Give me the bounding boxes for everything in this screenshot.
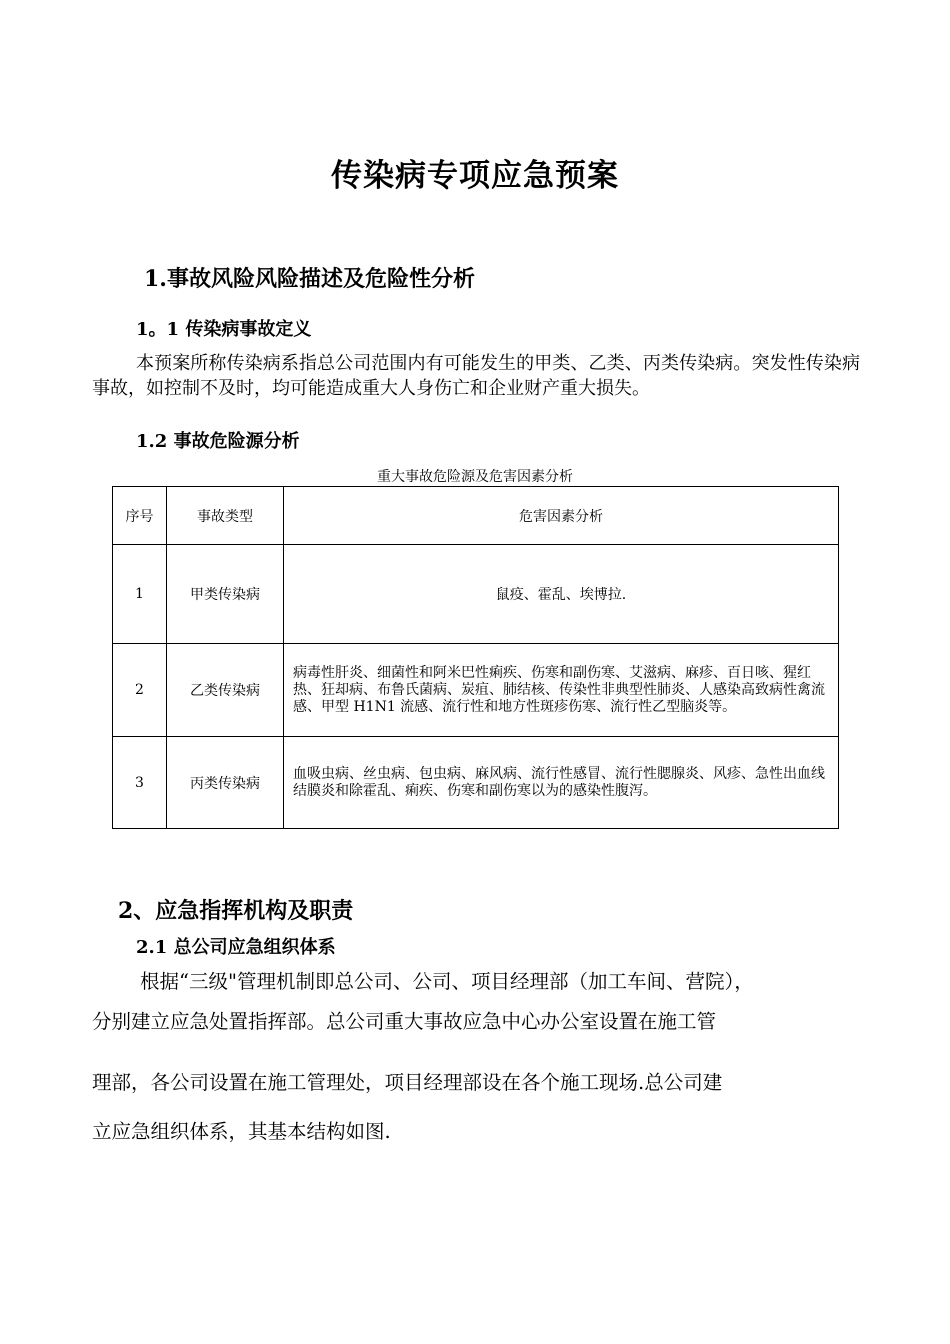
row-number-cell: 2: [113, 644, 167, 737]
section-2-1-paragraph: [92, 966, 862, 1156]
paragraph-line: 立应急组织体系，其基本结构如图.: [92, 1120, 391, 1143]
paragraph-line: 分别建立应急处置指挥部。总公司重大事故应急中心办公室设置在施工管: [92, 1010, 717, 1033]
table-row: [113, 644, 839, 737]
paragraph-line: 理部，各公司设置在施工管理处，项目经理部设在各个施工现场.总公司建: [92, 1071, 723, 1094]
paragraph-line: 根据“三级"管理机制即总公司、公司、项目经理部（加工车间、营院），: [140, 970, 754, 993]
row-number-cell: 1: [113, 545, 167, 644]
row-type-cell: 乙类传染病: [167, 644, 284, 737]
section-1-2-heading: 1.2 事故危险源分析: [136, 431, 300, 452]
table-row: [113, 545, 839, 644]
section-1-1-paragraph: 本预案所称传染病系指总公司范围内有可能发生的甲类、乙类、丙类传染病。突发性传染病事故，如控制不及时，均可能造成重大人身伤亡和企业财产重大损失。: [92, 353, 860, 399]
section-2-heading: 2、应急指挥机构及职责: [118, 898, 354, 924]
row-number-cell: 3: [113, 737, 167, 829]
page-title: 传染病专项应急预案: [331, 158, 619, 194]
column-header-analysis: 危害因素分析: [284, 487, 839, 545]
row-analysis-cell: 鼠疫、霍乱、埃博拉.: [284, 545, 839, 644]
table-caption: 重大事故危险源及危害因素分析: [377, 469, 573, 485]
table-header-row: [113, 487, 839, 545]
section-1-1-heading: 1。1 传染病事故定义: [136, 319, 312, 340]
row-type-cell: 丙类传染病: [167, 737, 284, 829]
column-header-type: 事故类型: [167, 487, 284, 545]
hazard-table: [112, 486, 839, 829]
section-1-heading: 1.事故风险风险描述及危险性分析: [144, 266, 475, 292]
column-header-number: 序号: [113, 487, 167, 545]
section-2-1-heading: 2.1 总公司应急组织体系: [136, 937, 336, 958]
table-row: [113, 737, 839, 829]
row-analysis-cell: 病毒性肝炎、细菌性和阿米巴性痢疾、伤寒和副伤寒、艾滋病、麻疹、百日咳、猩红热、狂却病、布鲁氏菌病、炭疽、肺结核、传染性非典型性肺炎、人感染高致病性禽流感、甲型 H1N1 流感、流行性和地方性斑疹伤寒、流行性乙型脑炎等。: [284, 644, 839, 737]
row-type-cell: 甲类传染病: [167, 545, 284, 644]
row-analysis-cell: 血吸虫病、丝虫病、包虫病、麻风病、流行性感冒、流行性腮腺炎、风疹、急性出血线结膜炎和除霍乱、痢疾、伤寒和副伤寒以为的感染性腹泻。: [284, 737, 839, 829]
